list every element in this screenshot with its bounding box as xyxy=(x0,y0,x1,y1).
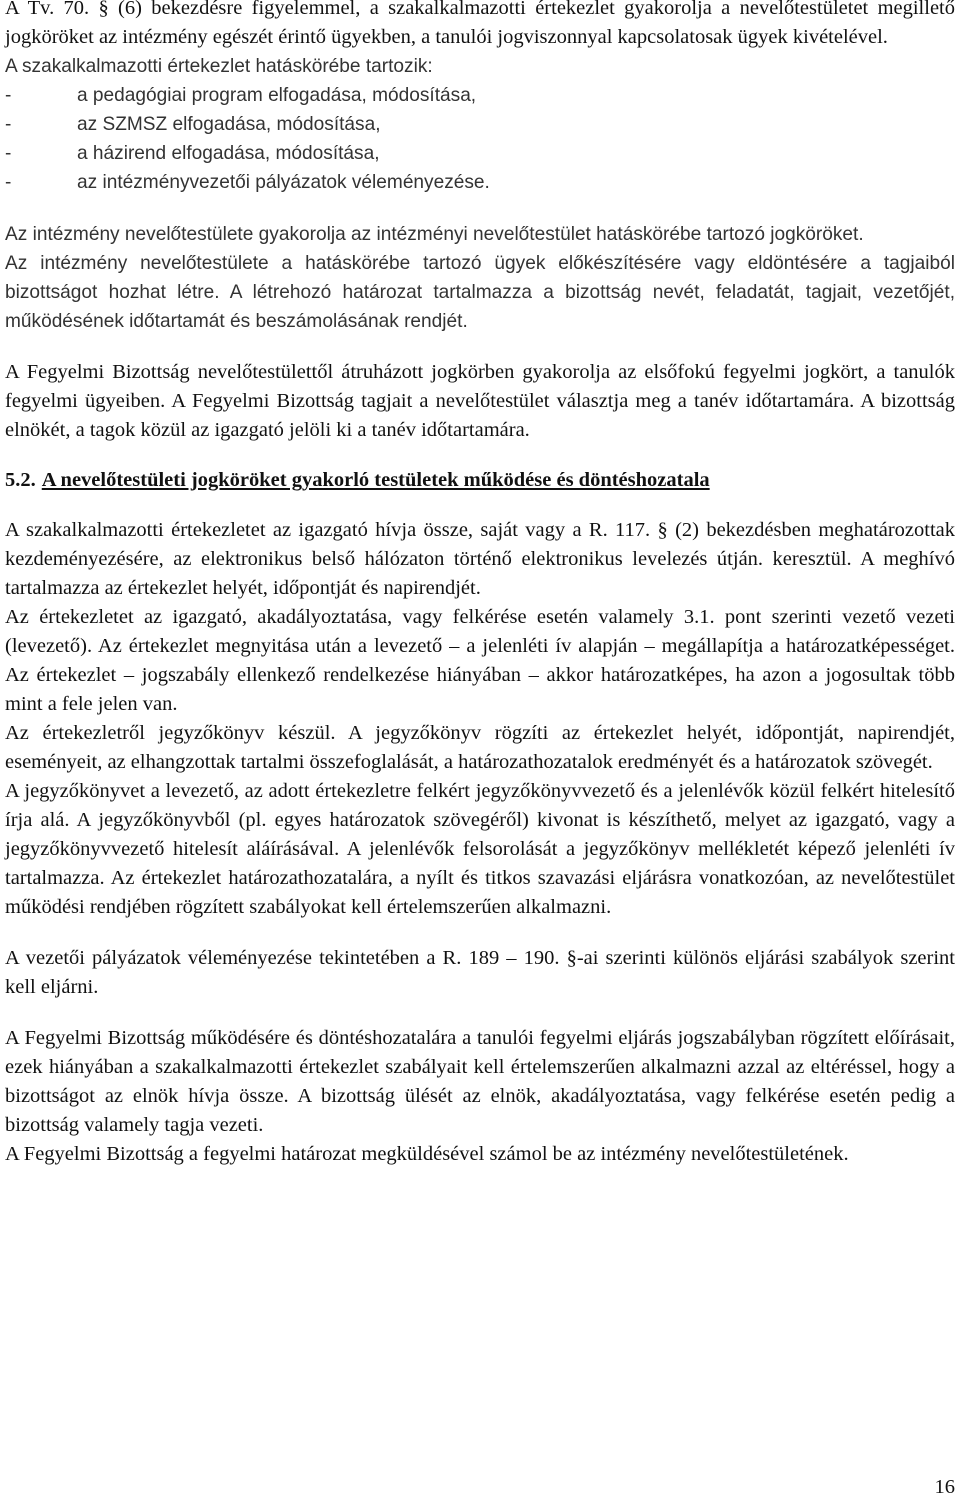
list-item: - az SZMSZ elfogadása, módosítása, xyxy=(5,110,955,139)
intro-block xyxy=(5,0,955,1169)
body-paragraph: Az értekezletet az igazgató, akadályoztatása, vagy felkérése esetén valamely 3.1. pont szerinti vezető vezeti (levezető). Az értekezlet megnyitása után a levezető – a jelenléti ív alapján – megállapítja a határozatképességet. Az értekezlet – jogszabály ellenkező rendelkezése hiányában – akkor határozatképes, ha azon a jogosultak több mint a fele jelen van. xyxy=(5,606,955,715)
intro-paragraph: A Tv. 70. § (6) bekezdésre figyelemmel, a szakalkalmazotti értekezlet gyakorolja a nevelőtestületet megillető jogköröket az intézmény egészét érintő ügyekben, a tanulói jogviszonnyal kapcsolatosak ügyek kivételével. xyxy=(5,0,955,48)
list-dash: - xyxy=(5,85,12,106)
body-paragraph: A jegyzőkönyvet a levezető, az adott értekezletre felkért jegyzőkönyvvezető és a jelenlévők közül felkért hitelesítő írja alá. A jegyzőkönyvből (pl. egyes határozatok szövegéről) kivonat is készíthető, melyet az igazgató, vagy a jegyzőkönyvvezető hitelesít aláírásával. A jelenlévők felsorolását a jegyzőkönyv mellékletét képező jelenléti ív tartalmazza. Az értekezlet határozathozatalára, a nyílt és titkos szavazási eljárásra vonatkozóan, az nevelőtestület működési rendjében rögzített szabályokat kell értelemszerűen alkalmazni. xyxy=(5,780,955,918)
list-dash: - xyxy=(5,114,12,135)
body-paragraph: A Fegyelmi Bizottság a fegyelmi határozat megküldésével számol be az intézmény nevelőtestületének. xyxy=(5,1143,849,1165)
section-heading xyxy=(5,466,955,495)
section-number: 5.2. xyxy=(5,469,36,491)
list-item: - a házirend elfogadása, módosítása, xyxy=(5,139,955,168)
body-paragraph: A szakalkalmazotti értekezletet az igazgató hívja össze, saját vagy a R. 117. § (2) bekezdésben meghatározottak kezdeményezésére, az elektronikus belső hálózaton történő elektronikus levelezés útján. keresztül. A meghívó tartalmazza az értekezlet helyét, időpontját és napirendjét. xyxy=(5,519,955,599)
list-dash: - xyxy=(5,172,12,193)
intro-lead: A szakalkalmazotti értekezlet hatáskörébe tartozik: xyxy=(5,56,433,77)
body-paragraph: Az intézmény nevelőtestülete gyakorolja az intézményi nevelőtestület hatáskörébe tartozó jogköröket. xyxy=(5,224,864,245)
body-paragraph: Az értekezletről jegyzőkönyv készül. A jegyzőkönyv rögzíti az értekezlet helyét, időpontját, napirendjét, eseményeit, az elhangzottak tartalmi összefoglalását, a határozathozatalok eredményét és a határozatok szövegét. xyxy=(5,722,955,773)
body-paragraph: A vezetői pályázatok véleményezése tekintetében a R. 189 – 190. §-ai szerinti különös eljárási szabályok szerint kell eljárni. xyxy=(5,947,955,998)
list-item: - a pedagógiai program elfogadása, módosítása, xyxy=(5,81,955,110)
body-paragraph: A Fegyelmi Bizottság működésére és döntéshozatalára a tanulói fegyelmi eljárás jogszabályban rögzített előírásait, ezek hiányában a szakalkalmazotti értekezlet szabályait kell értelemszerűen alkalmazni azzal az eltéréssel, hogy a bizottságot az elnök hívja össze. A bizottság ülését az elnök, akadályoztatása, vagy felkérése esetén pedig a bizottság valamely tagja vezeti. xyxy=(5,1027,955,1136)
section-title: A nevelőtestületi jogköröket gyakorló testületek működése és döntéshozatala xyxy=(41,469,710,491)
body-paragraph: A Fegyelmi Bizottság nevelőtestülettől átruházott jogkörben gyakorolja az elsőfokú fegyelmi jogkört, a tanulók fegyelmi ügyeiben. A Fegyelmi Bizottság tagjait a nevelőtestület választja meg a tanév időtartamára. A bizottság elnökét, a tagok közül az igazgató jelöli ki a tanév időtartamára. xyxy=(5,361,955,441)
list-item: - az intézményvezetői pályázatok véleményezése. xyxy=(5,168,955,197)
scope-list xyxy=(5,81,955,197)
page-number: 16 xyxy=(934,1476,955,1498)
body-paragraph: Az intézmény nevelőtestülete a hatáskörébe tartozó ügyek előkészítésére vagy eldöntésére a tagjaiból bizottságot hozhat létre. A létrehozó határozat tartalmazza a bizottság nevét, feladatát, tagjait, vezetőjét, működésének időtartamát és beszámolásának rendjét. xyxy=(5,253,955,332)
list-dash: - xyxy=(5,143,12,164)
